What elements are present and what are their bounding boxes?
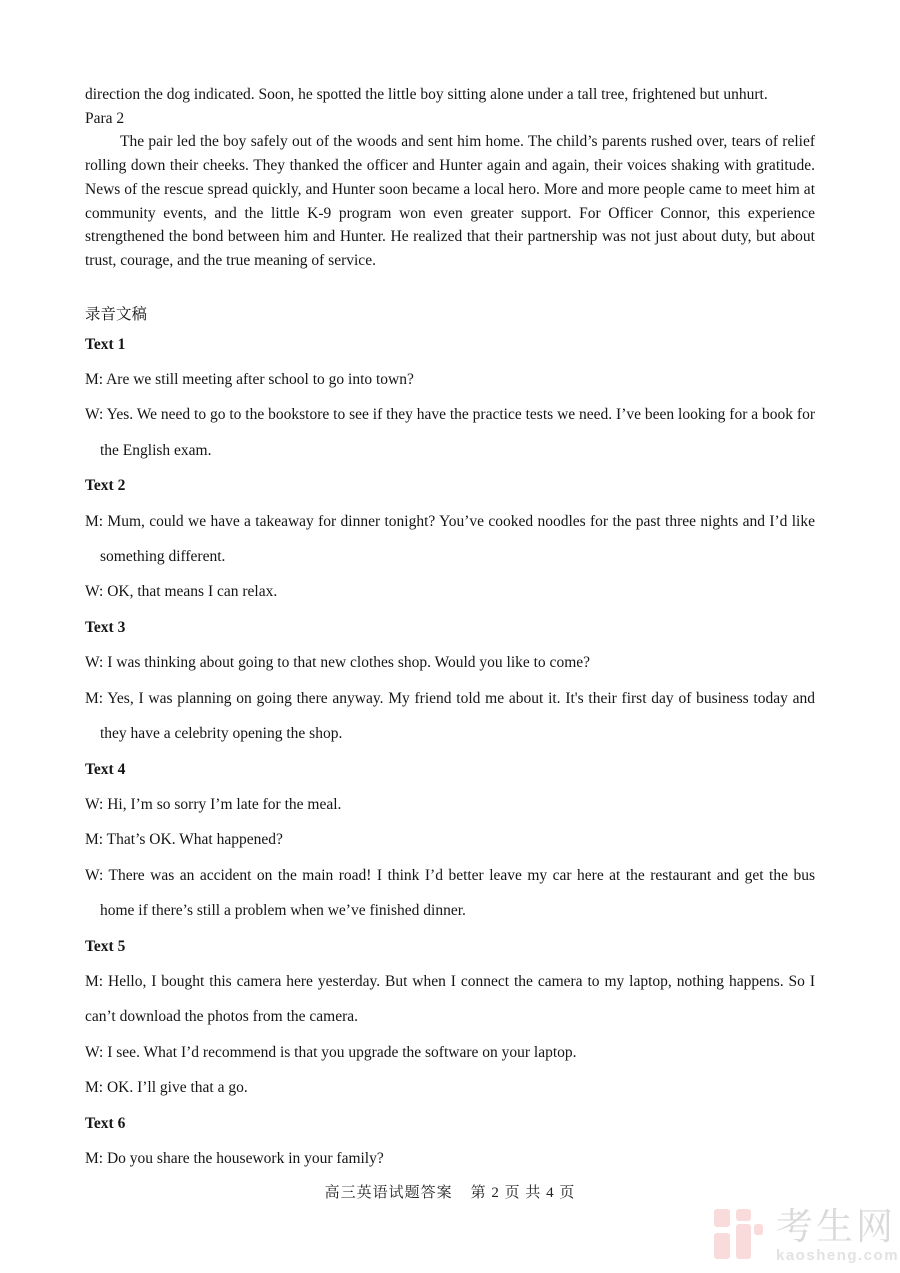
document-body bbox=[85, 83, 815, 1176]
dialogue-line: M: That’s OK. What happened? bbox=[85, 831, 283, 849]
text-1-label: Text 1 bbox=[85, 335, 126, 353]
logo-block bbox=[736, 1224, 751, 1259]
text-5-section bbox=[85, 929, 815, 1106]
text-5-label: Text 5 bbox=[85, 937, 126, 955]
footer-doc-title: 高三英语试题答案 bbox=[324, 1185, 453, 1201]
kaosheng-logo-icon bbox=[714, 1208, 764, 1262]
watermark-brand: 考生网 bbox=[776, 1206, 896, 1247]
dialogue-line: W: Hi, I’m so sorry I’m late for the meal. bbox=[85, 795, 342, 813]
text-4-label: Text 4 bbox=[85, 760, 126, 778]
dialogue-line: M: Hello, I bought this camera here yesterday. But when I connect the camera to my laptop, nothing happens. So I can’t download the photos from the camera. bbox=[85, 972, 815, 1026]
text-2-section bbox=[85, 468, 815, 610]
story-continuation-line: direction the dog indicated. Soon, he spotted the little boy sitting alone under a tall tree, frightened but unhurt. bbox=[85, 86, 768, 103]
page-footer bbox=[0, 1181, 900, 1202]
text-4-section bbox=[85, 752, 815, 929]
dialogue-line: W: There was an accident on the main road! I think I’d better leave my car here at the restaurant and get the bus home if there’s still a problem when we’ve finished dinner. bbox=[85, 866, 815, 920]
watermark-text bbox=[776, 1208, 899, 1264]
text-6-section bbox=[85, 1106, 815, 1177]
logo-block bbox=[714, 1233, 730, 1259]
text-3-section bbox=[85, 610, 815, 752]
dialogue-line: M: Yes, I was planning on going there anyway. My friend told me about it. It's their first day of business today and they have a celebrity opening the shop. bbox=[85, 689, 815, 743]
text-2-label: Text 2 bbox=[85, 477, 126, 495]
logo-block bbox=[754, 1224, 763, 1235]
dialogue-line: M: Do you share the housework in your family? bbox=[85, 1149, 384, 1167]
watermark-site: kaosheng.com bbox=[776, 1247, 900, 1264]
dialogue-line: W: I see. What I’d recommend is that you upgrade the software on your laptop. bbox=[85, 1043, 577, 1061]
text-1-section bbox=[85, 327, 815, 469]
logo-block bbox=[714, 1209, 730, 1227]
footer-page-number: 第 2 页 共 4 页 bbox=[470, 1185, 576, 1201]
dialogue-line: M: OK. I’ll give that a go. bbox=[85, 1079, 248, 1097]
transcript-heading: 录音文稿 bbox=[85, 305, 148, 323]
dialogue-line: W: I was thinking about going to that new clothes shop. Would you like to come? bbox=[85, 654, 591, 672]
text-6-label: Text 6 bbox=[85, 1114, 126, 1132]
dialogue-line: M: Are we still meeting after school to go into town? bbox=[85, 371, 414, 389]
kaosheng-watermark bbox=[714, 1208, 899, 1264]
para-2-text: The pair led the boy safely out of the woods and sent him home. The child’s parents rushed over, tears of relief rolling down their cheeks. They thanked the officer and Hunter again and again, their voices shaking with gratitude. News of the rescue spread quickly, and Hunter soon became a local hero. More and more people came to meet him at community events, and the little K-9 program won even greater support. For Officer Connor, this experience strengthened the bond between him and Hunter. He realized that their partnership was not just about duty, but about trust, courage, and the true meaning of service. bbox=[85, 133, 815, 269]
logo-block bbox=[736, 1209, 751, 1221]
dialogue-line: W: Yes. We need to go to the bookstore to see if they have the practice tests we need. I’ve been looking for a book for the English exam. bbox=[85, 406, 815, 459]
dialogue-line: M: Mum, could we have a takeaway for dinner tonight? You’ve cooked noodles for the past three nights and I’d like something different. bbox=[85, 512, 815, 566]
para-2-label: Para 2 bbox=[85, 109, 125, 127]
text-3-label: Text 3 bbox=[85, 618, 126, 636]
dialogue-line: W: OK, that means I can relax. bbox=[85, 583, 278, 601]
